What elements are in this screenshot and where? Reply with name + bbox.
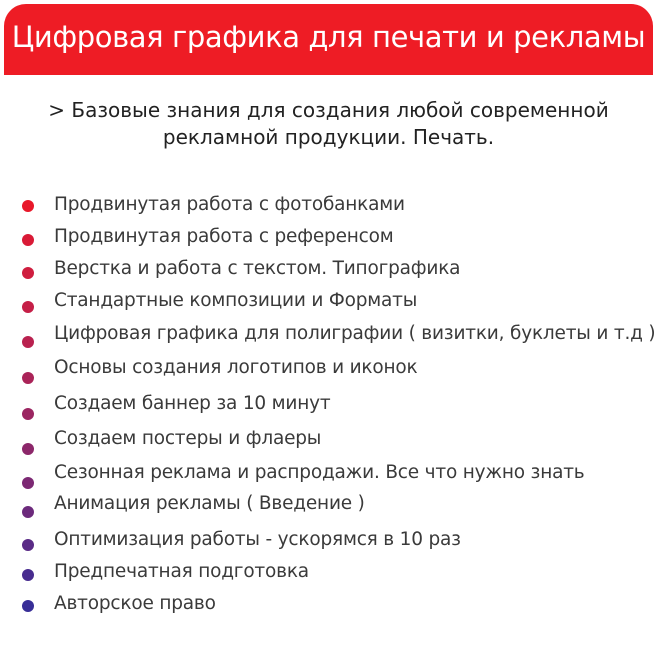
intro-line-2: рекламной продукции. Печать. [162,125,495,149]
topic-label: Анимация рекламы ( Введение ) [54,493,365,514]
circle-bullet-icon [22,443,34,455]
topic-label: Цифровая графика для полиграфии ( визитки, буклеты и т.д ) [54,323,656,344]
list-item [0,256,657,282]
circle-bullet-icon [22,506,34,518]
topic-label: Создаем баннер за 10 минут [54,393,331,414]
list-item [0,426,657,452]
topic-label: Оптимизация работы - ускорямся в 10 раз [54,529,461,550]
topic-label: Предпечатная подготовка [54,561,309,582]
list-item [0,559,657,585]
circle-bullet-icon [22,539,34,551]
list-item [0,460,657,486]
list-item [0,391,657,417]
topic-label: Верстка и работа с текстом. Типографика [54,258,461,279]
topic-label: Продвинутая работа с референсом [54,226,394,247]
topic-label: Создаем постеры и флаеры [54,428,322,449]
circle-bullet-icon [22,200,34,212]
list-item [0,355,657,381]
list-item [0,224,657,250]
circle-bullet-icon [22,569,34,581]
intro-line-1: > Базовые знания для создания любой современной [48,98,609,122]
circle-bullet-icon [22,477,34,489]
topic-label: Основы создания логотипов и иконок [54,357,418,378]
circle-bullet-icon [22,234,34,246]
topic-label: Стандартные композиции и Форматы [54,290,418,311]
topic-label: Авторское право [54,593,216,614]
topic-label: Сезонная реклама и распродажи. Все что нужно знать [54,462,585,483]
circle-bullet-icon [22,267,34,279]
topic-label: Продвинутая работа с фотобанками [54,194,405,215]
list-item [0,591,657,617]
list-item [0,288,657,314]
page-title: Цифровая графика для печати и рекламы [11,20,646,54]
circle-bullet-icon [22,336,34,348]
circle-bullet-icon [22,408,34,420]
list-item [0,192,657,218]
circle-bullet-icon [22,301,34,313]
list-item [0,491,657,517]
list-item [0,527,657,553]
circle-bullet-icon [22,372,34,384]
list-item [0,321,657,347]
circle-bullet-icon [22,600,34,612]
